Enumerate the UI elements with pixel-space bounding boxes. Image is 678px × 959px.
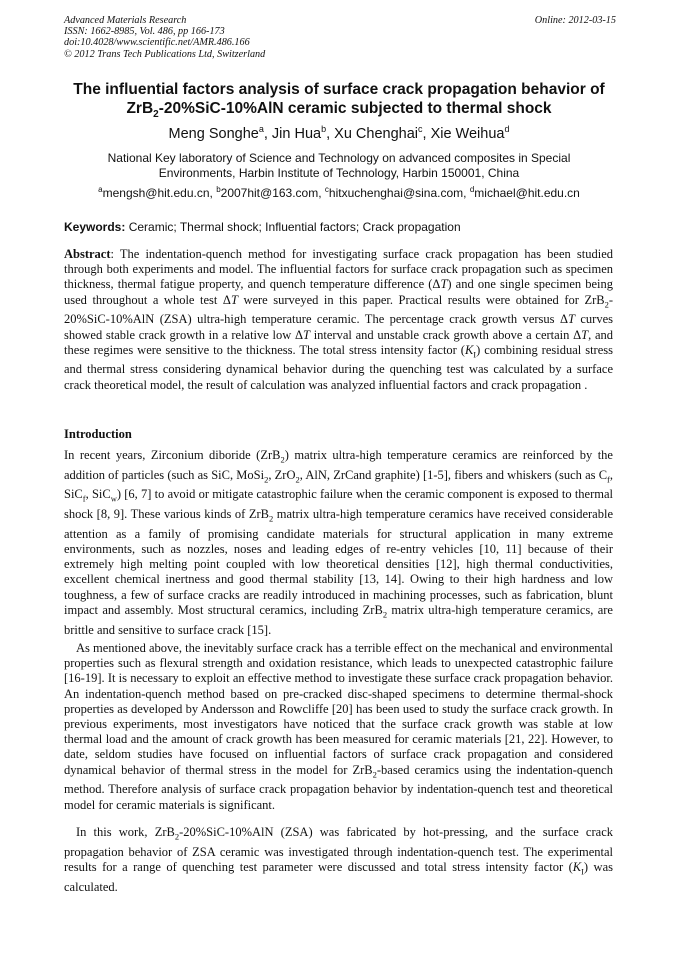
- keywords-text: Ceramic; Thermal shock; Influential factors; Crack propagation: [128, 220, 461, 234]
- abstract: Abstract: The indentation-quench method for investigating surface crack propagation has been studied through both experiments and model. The influential factors for surface crack propagation such as specimen thickness, thermal fatigue property, and quench temperature difference (ΔT) and one single specimen being used throughout a whole test ΔT were surveyed in this paper. Practical results were obtained for ZrB$_2$-20%SiC-10%AlN (ZSA) ultra-high temperature ceramic. The percentage crack growth versus ΔT curves showed stable crack growth in a relative low ΔT interval and unstable crack growth above a certain ΔT, and these regimes were sensitive to the thickness. The total stress intensity factor $(K_I)$ combining residual stress and thermal stress considering dynamical behavior during the quenching test was calculated by a surface crack theoretical model, the result of calculation was analyzed influential factors and crack propagation .: [64, 247, 614, 392]
- email-link[interactable]: michael@hit.edu.cn: [474, 186, 580, 200]
- email-link[interactable]: mengsh@hit.edu.cn: [102, 186, 210, 200]
- issn: ISSN: 1662-8985, Vol. 486, pp 166-173: [64, 26, 225, 38]
- doi: doi:10.4028/www.scientific.net/AMR.486.166: [64, 37, 250, 49]
- email-link[interactable]: 2007hit@163.com: [220, 186, 319, 200]
- section-heading-introduction: Introduction: [64, 427, 132, 441]
- online-date: Online: 2012-03-15: [534, 15, 616, 26]
- journal-header: [64, 15, 616, 60]
- title-line-2: ZrB$_2$-20%SiC-10%AlN ceramic subjected to thermal shock: [126, 99, 552, 120]
- paper-title: [40, 81, 638, 124]
- author: Jin Hua: [271, 125, 322, 142]
- title-line-1: The influential factors analysis of surface crack propagation behavior of: [73, 81, 605, 98]
- keywords-label: Keywords:: [64, 220, 126, 234]
- keywords: [64, 220, 616, 234]
- author-list: Meng Songhe$^a$, Jin Hua$^b$, Xu Chenghai$^c$, Xie Weihua$^d$: [168, 124, 510, 142]
- intro-paragraph-1: In recent years, Zirconium diboride (ZrB$_2$) matrix ultra-high temperature ceramics are reinforced by the addition of particles (such as SiC, MoSi$_2$, ZrO$_2$, AlN, ZrCand graphite) [1-5], fibers and whiskers (such as $C_f$, SiC$_f$, SiC$_w$) [6, 7] to avoid or mitigate catastrophic failure when the ceramic component is exposed to thermal shock [8, 9]. These various kinds of ZrB$_2$ matrix ultra-high temperature ceramics have received considerable attention as a family of promising candidate materials for structural application in many extreme environments, such as nozzles, noses and leading edges of re-entry vehicles [10, 11] because of their extremely high melting point coupled with low theoretical densities [12], high thermal conductivities, excellent chemical inertness and good thermal stability [13, 14]. Owing to their high hardness and low toughness, a few of surface cracks are readily introduced in machining processes, such as fabrication, blunt impact and assembly. Most structural ceramics, including ZrB$_2$ matrix ultra-high temperature ceramics, are brittle and sensitive to surface crack [15].: [64, 448, 613, 637]
- author: Xie Weihua: [430, 125, 505, 142]
- author: Xu Chenghai: [334, 125, 418, 142]
- email-link[interactable]: hitxuchenghai@sina.com: [328, 186, 464, 200]
- email-list: $^a$mengsh@hit.edu.cn, $^b$2007hit@163.com, $^c$hitxuchenghai@sina.com, $^d$michael@hit.edu.cn: [98, 185, 580, 200]
- intro-paragraph-3: In this work, ZrB$_2$-20%SiC-10%AlN (ZSA) was fabricated by hot-pressing, and the surface crack propagation behavior of ZSA ceramic was investigated through indentation-quench test. The experimental results for a range of quenching test parameter were discussed and total stress intensity factor $(K_I)$ was calculated.: [64, 825, 613, 894]
- copyright: © 2012 Trans Tech Publications Ltd, Switzerland: [64, 48, 266, 60]
- journal-name: Advanced Materials Research: [64, 15, 187, 26]
- author: Meng Songhe: [168, 125, 259, 142]
- affiliation: National Key laboratory of Science and Technology on advanced composites in Special Environments, Harbin Institute of Technology, Harbin 150001, China: [107, 151, 571, 180]
- abstract-label: Abstract: [64, 247, 111, 261]
- intro-paragraph-2: As mentioned above, the inevitably surface crack has a terrible effect on the mechanical and environmental properties such as flexural strength and oxidation resistance, which leads to unexpected catastrophic failure [16-19]. It is necessary to exploit an effective method to investigate these surface crack propagation behavior. An indentation-quench method based on pre-cracked disc-shaped specimens to determine thermal-shock properties as developed by Andersson and Rowcliffe [20] has been used to study the surface crack growth. In previous experiments, most investigators have noticed that the surface crack growth was stable at low thermal load and the amount of crack growth has been measured for ceramic materials [21, 22]. However, to date, seldom studies have focused on influential factors of surface crack propagation and considered dynamical behavior of thermal stress in the model for ZrB$_2$-based ceramics using the indentation-quench method. Therefore analysis of surface crack propagation behavior by indentation-quench test and theoretical model for ceramic materials is significant.: [64, 641, 613, 812]
